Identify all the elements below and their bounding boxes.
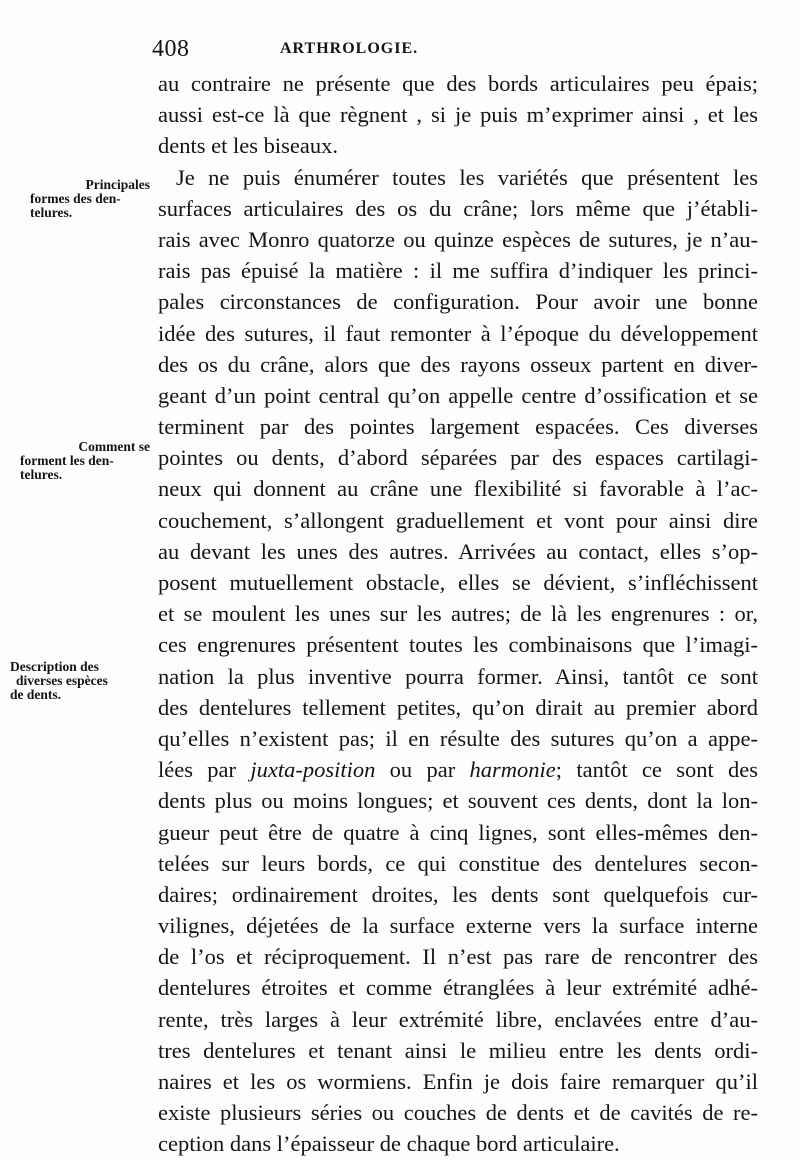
text-line: au contraire ne présente que des bords articulaires peu épais; [158, 71, 758, 96]
margin-note-line: diverses espèces [16, 673, 108, 688]
margin-note-line: forment les den- [20, 453, 114, 468]
text-line: gueur peut être de quatre à cinq lignes, sont elles-mêmes den- [158, 819, 758, 845]
text-line: daires; ordinairement droites, les dents sont quelquefois cur- [158, 881, 758, 907]
text-line: aussi est-ce là que règnent , si je puis m’exprimer ainsi , et les [158, 102, 758, 128]
text-line: dents plus ou moins longues; et souvent ces dents, dont la lon- [158, 788, 758, 814]
text-line: naires et les os wormiens. Enfin je dois faire remarquer qu’il [158, 1069, 758, 1094]
text-line: geant d’un point central qu’on appelle centre d’ossification et se [158, 382, 758, 408]
text-line: surfaces articulaires des os du crâne; lors même que j’établi- [158, 195, 758, 221]
text-line: pales circonstances de configuration. Pour avoir une bonne [158, 289, 758, 315]
text-line: dentelures étroites et comme étranglées à leur extrémité adhé- [158, 975, 758, 1001]
margin-note-line: telures. [20, 467, 63, 482]
margin-note-line: Comment se [78, 439, 150, 454]
margin-note-line: telures. [30, 205, 73, 220]
body-text [158, 68, 758, 1160]
text-line-with-italics [158, 754, 758, 785]
text-line: au devant les unes des autres. Arrivées au contact, elles s’op- [158, 538, 758, 564]
running-head [150, 36, 750, 60]
running-head-title: ARTHROLOGIE. [280, 40, 419, 57]
italic-term-juxta-position: juxta-position [250, 757, 376, 783]
text-line: dents et les biseaux. [158, 133, 338, 159]
text-line: qu’elles n’existent pas; il en résulte des sutures qu’on a appe- [158, 725, 758, 751]
text-line: pointes ou dents, d’abord séparées par des espaces cartilagi- [158, 445, 758, 471]
margin-note-line: Description des [10, 659, 99, 674]
page-number: 408 [152, 36, 190, 62]
text-line: Je ne puis énumérer toutes les variétés que présentent les [176, 164, 758, 190]
text-line: telées sur leurs bords, ce qui constitue des dentelures secon- [158, 850, 758, 876]
margin-note-description [10, 660, 152, 702]
text-line: ception dans l’épaisseur de chaque bord articulaire. [158, 1131, 620, 1157]
text-line: rente, très larges à leur extrémité libre, enclavées entre d’au- [158, 1006, 758, 1032]
text-line: vilignes, déjetées de la surface externe vers la surface interne [158, 913, 758, 939]
margin-note-how-formed [20, 440, 150, 482]
text-line: neux qui donnent au crâne une flexibilité si favorable à l’ac- [158, 476, 758, 502]
text-line: idée des sutures, il faut remonter à l’époque du développement [158, 320, 758, 346]
text-line: existe plusieurs séries ou couches de dents et de cavités de re- [158, 1100, 758, 1126]
text-line: couchement, s’allongent graduellement et vont pour ainsi dire [158, 507, 758, 533]
text-line: tres dentelures et tenant ainsi le milieu entre les dents ordi- [158, 1037, 758, 1063]
text-line: des os du crâne, alors que des rayons osseux partent en diver- [158, 351, 758, 377]
text-line: ces engrenures présentent toutes les combinaisons que l’imagi- [158, 632, 758, 658]
text-line: rais avec Monro quatorze ou quinze espèces de sutures, je n’au- [158, 226, 758, 252]
text-line: et se moulent les unes sur les autres; de là les engrenures : or, [158, 601, 758, 627]
italic-term-harmonie: harmonie [469, 757, 556, 783]
margin-note-line: formes des den- [30, 191, 121, 206]
margin-notes [0, 0, 158, 1160]
text-line: posent mutuellement obstacle, elles se dévient, s’infléchissent [158, 570, 758, 595]
text-fragment: ; tantôt ce sont des [555, 757, 759, 783]
text-fragment: lées par [158, 757, 251, 783]
margin-note-line: de dents. [10, 687, 62, 702]
text-line: terminent par des pointes largement espacées. Ces diverses [158, 414, 758, 440]
text-line: nation la plus inventive pourra former. Ainsi, tantôt ce sont [158, 663, 758, 689]
text-line: de l’os et réciproquement. Il n’est pas rare de rencontrer des [158, 944, 758, 970]
margin-note-line: Principales [85, 177, 150, 192]
margin-note-principal-forms [30, 178, 150, 220]
text-line: des dentelures tellement petites, qu’on dirait au premier abord [158, 694, 758, 720]
text-line: rais pas épuisé la matière : il me suffira d’indiquer les princi- [158, 258, 758, 284]
text-fragment: ou par [375, 757, 470, 783]
